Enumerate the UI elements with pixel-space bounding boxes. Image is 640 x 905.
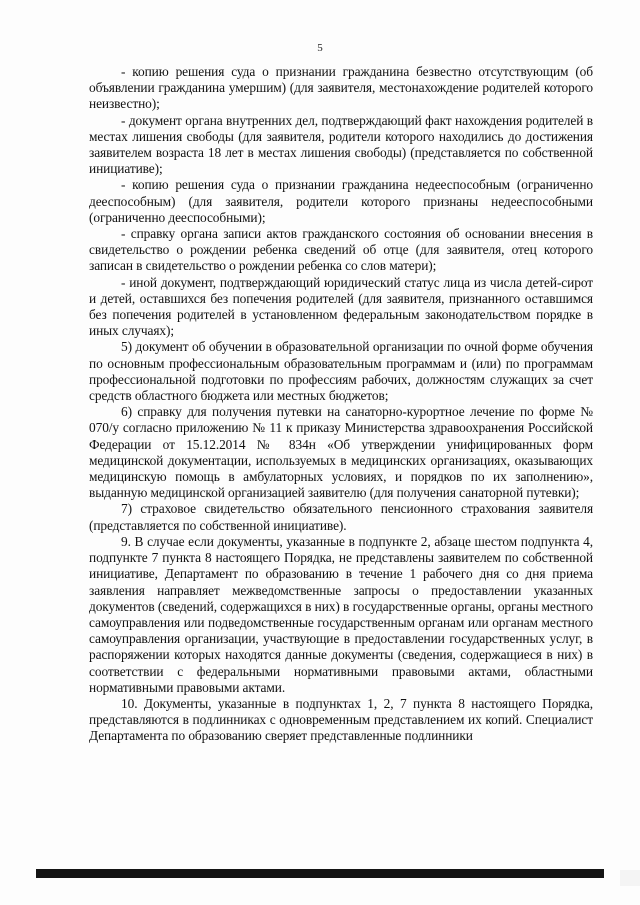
paragraph-clause-10: 10. Документы, указанные в подпунктах 1, 2, 7 пункта 8 настоящего Порядка, представляются в подлинниках с одновременным представлением их копий. Специалист Департамента по образованию сверяет представленные подлинники — [89, 695, 593, 744]
paragraph-other-document: - иной документ, подтверждающий юридический статус лица из числа детей-сирот и детей, оставшихся без попечения родителей (для заявителя, признанного оставшимся без попечения родителей в установленном федеральным законодательством порядке в иных случаях); — [89, 274, 593, 339]
paragraph-clause-9: 9. В случае если документы, указанные в подпункте 2, абзаце шестом подпункта 4, подпункте 7 пункта 8 настоящего Порядка, не представлены заявителем по собственной инициативе, Департамент по образованию в течение 1 рабочего дня со дня приема заявления направляет межведомственные запросы о предоставлении указанных документов (сведений, содержащихся в них) в государственные органы, органы местного самоуправления или подведомственные государственным органам или органам местного самоуправления организации, участвующие в предоставлении государственных услуг, в распоряжении которых находятся данные документы (сведения, содержащиеся в них) в соответствии с федеральными нормативными правовыми актами, областными нормативными правовыми актами. — [89, 533, 593, 695]
paragraph-internal-affairs: - документ органа внутренних дел, подтверждающий факт нахождения родителей в местах лишения свободы (для заявителя, родители которого находились до достижения заявителем возраста 18 лет в местах лишения свободы) (представляется по собственной инициативе); — [89, 112, 593, 177]
paragraph-court-missing: - копию решения суда о признании гражданина безвестно отсутствующим (об объявлении гражданина умершим) (для заявителя, местонахождение родителей которого неизвестно); — [89, 64, 593, 112]
page-number: 5 — [317, 42, 323, 54]
scan-edge-bar — [36, 869, 604, 878]
paragraph-item-6: 6) справку для получения путевки на санаторно-курортное лечение по форме № 070/у согласно приложению № 11 к приказу Министерства здравоохранения Российской Федерации от 15.12.2014 № 834н «Об утверждении унифицированных форм медицинской документации, используемых в медицинских организациях, оказывающих медицинскую помощь в амбулаторных условиях, и порядков по их заполнению», выданную медицинской организацией заявителю (для получения санаторной путевки); — [89, 404, 593, 501]
document-body — [89, 64, 593, 745]
paragraph-civil-registry: - справку органа записи актов гражданского состояния об основании внесения в свидетельство о рождении ребенка сведений об отце (для заявителя, отец которого записан в свидетельство о рождении ребенка со слов матери); — [89, 226, 593, 274]
paragraph-court-incapacity: - копию решения суда о признании гражданина недееспособным (ограниченно дееспособным) (для заявителя, родители которого признаны недееспособными (ограниченно дееспособными); — [89, 177, 593, 225]
paragraph-item-5: 5) документ об обучении в образовательной организации по очной форме обучения по основным профессиональным образовательным программам и (или) по программам профессиональной подготовки по профессиям рабочих, должностям служащих за счет средств областного бюджета или местных бюджетов; — [89, 339, 593, 404]
scan-edge-gap — [620, 870, 640, 886]
paragraph-item-7: 7) страховое свидетельство обязательного пенсионного страхования заявителя (представляется по собственной инициативе). — [89, 501, 593, 533]
